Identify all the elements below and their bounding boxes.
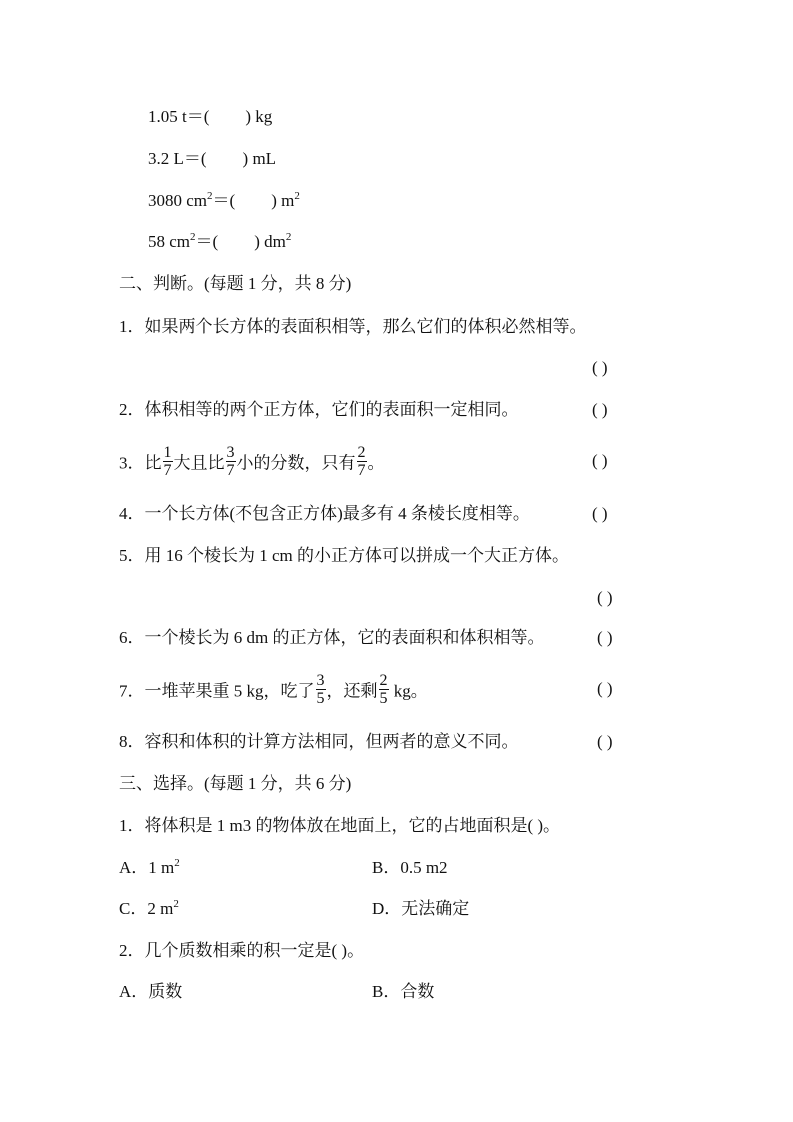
option-c[interactable] [119, 898, 179, 920]
conversion-rhs: ) m [271, 191, 295, 210]
exponent: 2 [285, 231, 292, 243]
conversion-lhs: 58 cm [148, 232, 191, 251]
question-number: 1． [119, 317, 145, 336]
question-text: 比 [144, 453, 162, 473]
question-text: 一堆苹果重 5 kg，吃了 [144, 681, 315, 701]
answer-paren-6[interactable]: ( ) [597, 628, 613, 647]
option-b[interactable]: B．合数 [372, 982, 435, 1001]
question-number: 8． [119, 732, 145, 751]
denominator: 7 [226, 462, 235, 479]
choice-question-2: 2．几个质数相乘的积一定是( )。 [119, 941, 365, 960]
denominator: 7 [163, 462, 172, 479]
option-a[interactable]: A．质数 [119, 982, 183, 1001]
question-text: 容积和体积的计算方法相同，但两者的意义不同。 [144, 732, 519, 751]
conversion-line-1 [148, 106, 272, 128]
question-number: 7． [119, 681, 145, 701]
conversion-line-2 [148, 148, 276, 170]
question-text: 用 16 个棱长为 1 cm 的小正方体可以拼成一个大正方体。 [144, 546, 570, 565]
answer-paren-1[interactable]: ( ) [592, 358, 608, 377]
question-text: 一个长方体(不包含正方体)最多有 4 条棱长度相等。 [144, 504, 530, 523]
question-number: 5． [119, 546, 145, 565]
conversion-lhs: 3.2 L＝( [148, 149, 207, 168]
fraction [163, 444, 173, 479]
question-item-3 [119, 444, 385, 479]
answer-paren-8[interactable]: ( ) [597, 732, 613, 751]
conversion-line-3 [148, 190, 300, 212]
question-text: 如果两个长方体的表面积相等，那么它们的体积必然相等。 [144, 317, 587, 336]
question-text: ，还剩 [326, 681, 378, 701]
numerator: 2 [379, 672, 388, 689]
question-number: 3． [119, 453, 145, 473]
conversion-rhs: ) dm [254, 232, 286, 251]
question-item-2 [119, 399, 519, 421]
exponent: 2 [190, 231, 196, 243]
option-a[interactable] [119, 857, 180, 879]
question-number: 2． [119, 400, 145, 419]
denominator: 5 [379, 690, 388, 707]
question-item-6 [119, 627, 544, 649]
section-heading-judgement: 二、判断。(每题 1 分，共 8 分) [119, 274, 352, 293]
fraction [226, 444, 236, 479]
fraction [379, 672, 389, 707]
section-heading-choice: 三、选择。(每题 1 分，共 6 分) [119, 774, 352, 793]
conversion-rhs: ) mL [242, 149, 277, 168]
question-item-8 [119, 731, 519, 753]
exponent: 2 [174, 857, 180, 869]
option-text: C．2 m [119, 899, 174, 918]
fraction [357, 444, 367, 479]
question-text: kg。 [389, 681, 428, 701]
answer-paren-7[interactable]: ( ) [597, 679, 613, 698]
denominator: 7 [357, 462, 366, 479]
conversion-rhs: ) kg [245, 107, 273, 126]
conversion-lhs: 1.05 t＝( [148, 107, 210, 126]
numerator: 3 [316, 672, 325, 689]
answer-paren-3[interactable]: ( ) [592, 451, 608, 470]
question-item-7 [119, 672, 428, 707]
question-item-4 [119, 503, 530, 525]
question-text: 小的分数，只有 [236, 453, 356, 473]
exponent: 2 [294, 190, 300, 202]
conversion-eq: ＝( [212, 191, 236, 210]
exponent: 2 [173, 898, 179, 910]
question-item-1 [119, 316, 587, 338]
question-item-5 [119, 545, 569, 567]
answer-paren-2[interactable]: ( ) [592, 400, 608, 419]
question-text: 体积相等的两个正方体，它们的表面积一定相同。 [144, 400, 519, 419]
conversion-eq: ＝( [195, 232, 219, 251]
option-text: A．1 m [119, 858, 175, 877]
denominator: 5 [316, 690, 325, 707]
fraction [316, 672, 326, 707]
answer-paren-4[interactable]: ( ) [592, 504, 608, 523]
question-text: 大且比 [173, 453, 225, 473]
numerator: 3 [226, 444, 235, 461]
question-text: 一个棱长为 6 dm 的正方体，它的表面积和体积相等。 [144, 628, 545, 647]
numerator: 1 [163, 444, 172, 461]
option-b[interactable]: B．0.5 m2 [372, 858, 448, 877]
numerator: 2 [357, 444, 366, 461]
exponent: 2 [207, 190, 213, 202]
question-text: 。 [367, 453, 385, 473]
choice-question-1: 1．将体积是 1 m3 的物体放在地面上，它的占地面积是( )。 [119, 816, 561, 835]
question-number: 6． [119, 628, 145, 647]
conversion-line-4 [148, 231, 291, 253]
conversion-lhs: 3080 cm [148, 191, 208, 210]
option-d[interactable]: D．无法确定 [372, 899, 470, 918]
answer-paren-5[interactable]: ( ) [597, 588, 613, 607]
question-number: 4． [119, 504, 145, 523]
